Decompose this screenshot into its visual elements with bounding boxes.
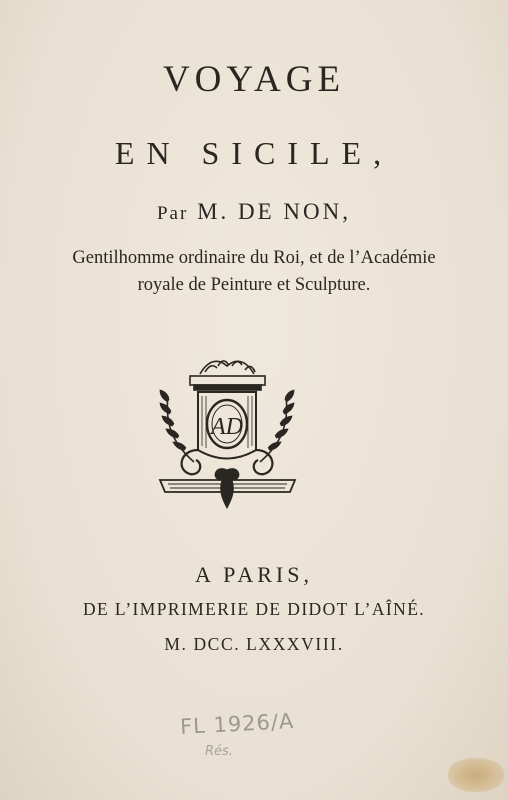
shelfmark-note: Rés. [205, 744, 233, 759]
book-title-line1: VOYAGE [162, 59, 346, 100]
author-description-line2: royale de Peinture et Sculpture. [137, 275, 371, 295]
printer-ornament [150, 352, 305, 517]
shelfmark-pencil: FL 1926/A [179, 709, 295, 739]
author-description-line1: Gentilhomme ordinaire du Roi, et de l’Académie [72, 248, 436, 268]
author-line [0, 199, 508, 225]
ornament-monogram: AD [211, 414, 243, 440]
foxing-stain [448, 758, 504, 792]
book-title-line2: EN SICILE, [114, 135, 394, 171]
author-prefix: Par [156, 203, 189, 224]
imprint-date: M. DCC. LXXXVIII. [164, 634, 344, 654]
imprint-place: A PARIS, [194, 562, 313, 587]
author-name: M. DE NON, [197, 199, 352, 224]
imprint-printer: DE L’IMPRIMERIE DE DIDOT L’AÎNÉ. [82, 599, 426, 619]
